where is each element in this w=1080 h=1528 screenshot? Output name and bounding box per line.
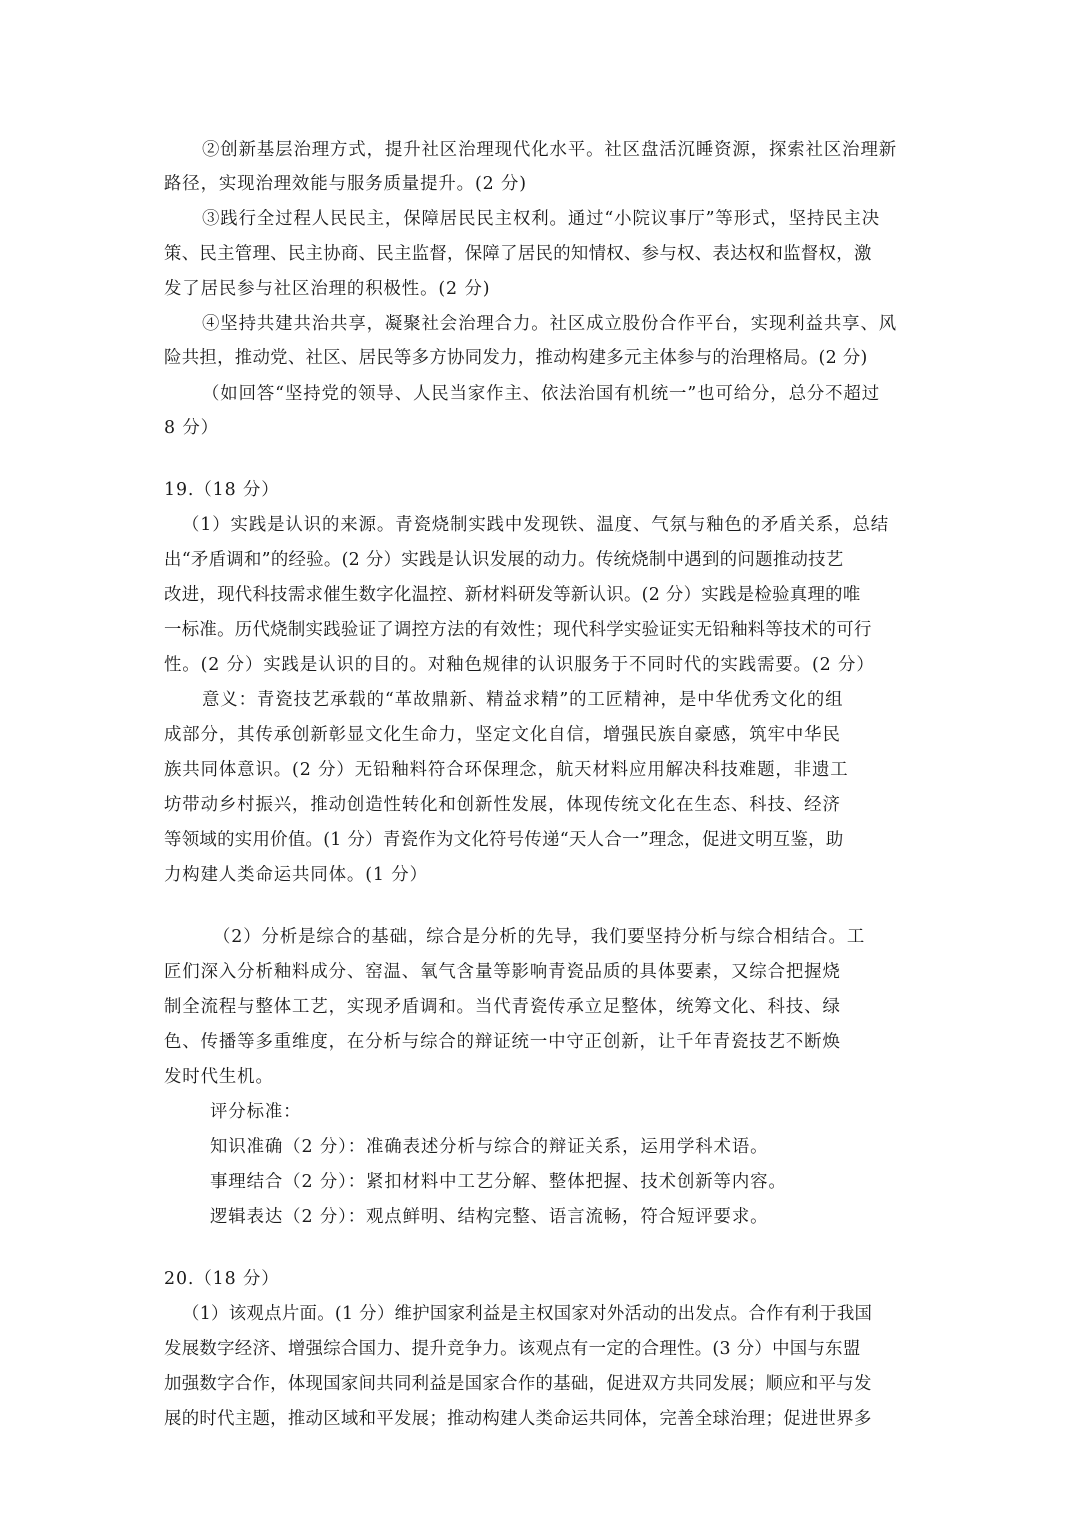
scoring-item: 逻辑表达（2 分）：观点鲜明、结构完整、语言流畅，符合短评要求。	[210, 1207, 769, 1227]
scoring-item: 事理结合（2 分）：紧扣材料中工艺分解、整体把握、技术创新等内容。	[210, 1172, 787, 1192]
text-line: 发展数字经济、增强综合国力、提升竞争力。该观点有一定的合理性。(3 分）中国与东盟	[164, 1339, 861, 1359]
text-line: 色、传播等多重维度，在分析与综合的辩证统一中守正创新，让千年青瓷技艺不断焕	[164, 1032, 841, 1052]
text-line: 坊带动乡村振兴，推动创造性转化和创新性发展，体现传统文化在生态、科技、经济	[164, 795, 841, 815]
text-line: （2）分析是综合的基础，综合是分析的先导，我们要坚持分析与综合相结合。工	[213, 927, 866, 947]
text-line: 族共同体意识。(2 分）无铅釉料符合环保理念，航天材料应用解决科技难题，非遗工	[164, 760, 849, 780]
scoring-item: 知识准确（2 分）：准确表述分析与综合的辩证关系，运用学科术语。	[210, 1137, 769, 1157]
text-line: 一标准。历代烧制实践验证了调控方法的有效性；现代科学实验证实无铅釉料等技术的可行	[164, 620, 872, 640]
text-line: 路径，实现治理效能与服务质量提升。(2 分)	[164, 174, 527, 194]
text-line: 8 分）	[164, 418, 219, 438]
text-line: 策、民主管理、民主协商、民主监督，保障了居民的知情权、参与权、表达权和监督权，激	[164, 244, 872, 264]
text-line: （1）实践是认识的来源。青瓷烧制实践中发现铁、温度、气氛与釉色的矛盾关系，总结	[182, 515, 890, 535]
text-line: （如回答“坚持党的领导、人民当家作主、依法治国有机统一”也可给分，总分不超过	[202, 384, 881, 404]
text-line: 发了居民参与社区治理的积极性。(2 分)	[164, 279, 491, 299]
text-line: 匠们深入分析釉料成分、窑温、氧气含量等影响青瓷品质的具体要素，又综合把握烧	[164, 962, 841, 982]
text-line: （1）该观点片面。(1 分）维护国家利益是主权国家对外活动的出发点。合作有利于我国	[182, 1304, 873, 1324]
text-line: 成部分，其传承创新彰显文化生命力，坚定文化自信，增强民族自豪感，筑牢中华民	[164, 725, 841, 745]
scoring-heading: 评分标准：	[210, 1102, 302, 1122]
text-line: 力构建人类命运共同体。(1 分）	[164, 865, 428, 885]
text-line: 发时代生机。	[164, 1067, 274, 1087]
question-heading: 19.（18 分）	[164, 480, 280, 500]
text-line: 等领域的实用价值。(1 分）青瓷作为文化符号传递“天人合一”理念，促进文明互鉴，助	[164, 830, 844, 850]
text-line: 意义：青瓷技艺承载的“革故鼎新、精益求精”的工匠精神，是中华优秀文化的组	[202, 690, 844, 710]
text-line: 改进，现代科技需求催生数字化温控、新材料研发等新认识。(2 分）实践是检验真理的唯	[164, 585, 861, 605]
question-heading: 20.（18 分）	[164, 1269, 280, 1289]
text-line: 出“矛盾调和”的经验。(2 分）实践是认识发展的动力。传统烧制中遇到的问题推动技艺	[164, 550, 844, 570]
text-line: ②创新基层治理方式，提升社区治理现代化水平。社区盘活沉睡资源，探索社区治理新	[202, 140, 898, 160]
text-line: 性。(2 分）实践是认识的目的。对釉色规律的认识服务于不同时代的实践需要。(2 分）	[164, 655, 875, 675]
text-line: 制全流程与整体工艺，实现矛盾调和。当代青瓷传承立足整体，统筹文化、科技、绿	[164, 997, 841, 1017]
text-line: ④坚持共建共治共享，凝聚社会治理合力。社区成立股份合作平台，实现利益共享、风	[202, 314, 898, 334]
text-line: ③践行全过程人民民主，保障居民民主权利。通过“小院议事厅”等形式，坚持民主决	[202, 209, 881, 229]
text-line: 险共担，推动党、社区、居民等多方协同发力，推动构建多元主体参与的治理格局。(2 分)	[164, 348, 868, 368]
text-line: 展的时代主题，推动区域和平发展；推动构建人类命运共同体，完善全球治理；促进世界多	[164, 1409, 872, 1429]
text-line: 加强数字合作，体现国家间共同利益是国家合作的基础，促进双方共同发展；顺应和平与发	[164, 1374, 872, 1394]
